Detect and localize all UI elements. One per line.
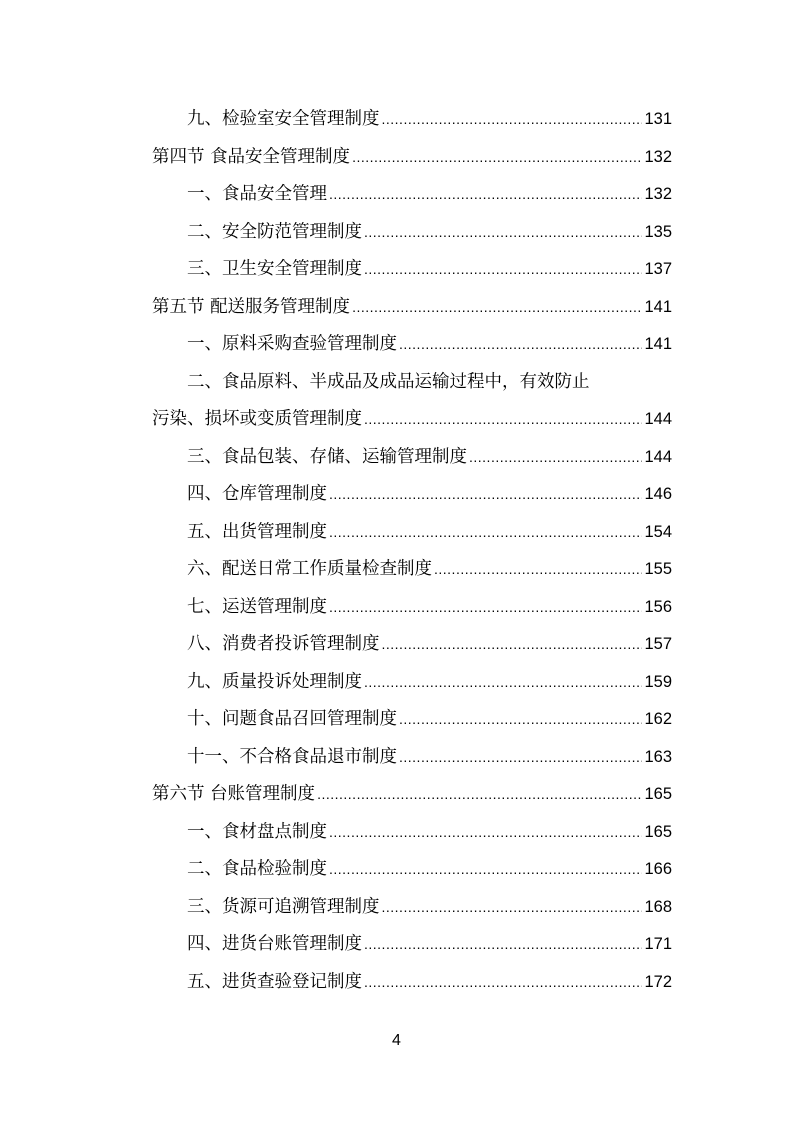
toc-entry-page: 168 <box>644 897 672 916</box>
toc-entry-page: 141 <box>644 335 672 353</box>
toc-entry-title: 七、运送管理制度 <box>187 596 327 617</box>
toc-leader-dots <box>382 101 643 139</box>
toc-leader-dots <box>329 476 642 514</box>
toc-entry-title: 十一、不合格食品退市制度 <box>187 746 397 767</box>
toc-leader-dots <box>399 739 642 777</box>
toc-entry[interactable] <box>152 851 672 889</box>
toc-entry-page: 155 <box>644 560 672 578</box>
toc-section-entry[interactable] <box>152 139 672 177</box>
toc-entry[interactable] <box>152 101 672 139</box>
toc-entry-page: 137 <box>644 260 672 278</box>
toc-entry-title: 四、进货台账管理制度 <box>187 934 362 954</box>
toc-leader-dots <box>364 401 642 439</box>
toc-entry-title: 一、食材盘点制度 <box>187 821 327 842</box>
toc-leader-dots <box>329 814 642 852</box>
toc-entry-title: 三、卫生安全管理制度 <box>187 259 362 279</box>
toc-leader-dots <box>329 514 642 552</box>
toc-entry-title: 第六节 台账管理制度 <box>152 784 316 804</box>
toc-entry-title: 三、货源可追溯管理制度 <box>187 896 380 917</box>
toc-leader-dots <box>434 551 642 589</box>
toc-leader-dots <box>352 139 642 177</box>
toc-entry-page: 135 <box>644 222 672 241</box>
toc-leader-dots <box>364 664 642 702</box>
toc-entry-page: 144 <box>644 447 672 466</box>
toc-entry-title: 六、配送日常工作质量检查制度 <box>187 559 432 579</box>
toc-entry-page: 154 <box>644 522 672 541</box>
toc-entry-page: 157 <box>644 635 672 653</box>
toc-entry-page: 162 <box>644 710 672 728</box>
toc-entry-page: 171 <box>644 935 672 953</box>
toc-entry-title: 二、安全防范管理制度 <box>187 221 362 242</box>
toc-entry[interactable] <box>152 251 672 289</box>
toc-entry[interactable] <box>152 926 672 964</box>
toc-entry-wrapped-first-line[interactable] <box>152 364 672 402</box>
toc-entry-title: 八、消费者投诉管理制度 <box>187 634 380 654</box>
toc-leader-dots <box>329 176 642 214</box>
toc-entry-title: 一、食品安全管理 <box>187 184 327 204</box>
toc-entry-page: 166 <box>644 860 672 878</box>
toc-leader-dots <box>399 701 642 739</box>
toc-entry-title: 第四节 食品安全管理制度 <box>152 146 351 167</box>
toc-entry-page: 165 <box>644 822 672 841</box>
toc-leader-dots <box>329 851 642 889</box>
toc-leader-dots <box>364 251 642 289</box>
toc-leader-dots <box>352 289 642 327</box>
toc-entry[interactable] <box>152 664 672 702</box>
toc-entry-wrapped-continuation[interactable] <box>152 401 672 439</box>
toc-entry[interactable] <box>152 214 672 252</box>
toc-leader-dots <box>364 214 642 252</box>
toc-entry[interactable] <box>152 551 672 589</box>
toc-entry[interactable] <box>152 176 672 214</box>
toc-entry[interactable] <box>152 514 672 552</box>
toc-entry[interactable] <box>152 626 672 664</box>
toc-entry-page: 172 <box>644 972 672 991</box>
toc-entry[interactable] <box>152 439 672 477</box>
toc-entry-title: 三、食品包装、存储、运输管理制度 <box>187 446 467 467</box>
toc-leader-dots <box>317 776 642 814</box>
toc-leader-dots <box>399 326 642 364</box>
toc-entry-page: 163 <box>644 747 672 766</box>
toc-entry-page: 132 <box>644 147 672 166</box>
toc-entry-page: 131 <box>644 110 672 128</box>
toc-entry-page: 144 <box>644 410 672 428</box>
table-of-contents <box>152 101 672 1001</box>
toc-leader-dots <box>382 626 643 664</box>
toc-entry[interactable] <box>152 739 672 777</box>
toc-leader-dots <box>364 926 642 964</box>
toc-entry[interactable] <box>152 701 672 739</box>
toc-entry-title: 五、出货管理制度 <box>187 521 327 542</box>
toc-entry-title: 二、食品检验制度 <box>187 859 327 879</box>
toc-entry[interactable] <box>152 476 672 514</box>
toc-entry-title: 九、质量投诉处理制度 <box>187 671 362 692</box>
page-number: 4 <box>392 1032 401 1049</box>
toc-entry[interactable] <box>152 814 672 852</box>
toc-entry-title: 十、问题食品召回管理制度 <box>187 709 397 729</box>
toc-leader-dots <box>382 889 643 927</box>
toc-entry[interactable] <box>152 889 672 927</box>
toc-entry-page: 159 <box>644 672 672 691</box>
toc-section-entry[interactable] <box>152 289 672 327</box>
toc-entry-title: 一、原料采购查验管理制度 <box>187 334 397 354</box>
toc-entry-title: 九、检验室安全管理制度 <box>187 109 380 129</box>
toc-entry-title: 四、仓库管理制度 <box>187 484 327 504</box>
toc-entry[interactable] <box>152 589 672 627</box>
toc-leader-dots <box>329 589 642 627</box>
toc-entry-page: 141 <box>644 297 672 316</box>
toc-entry-title: 第五节 配送服务管理制度 <box>152 296 351 317</box>
toc-section-entry[interactable] <box>152 776 672 814</box>
toc-entry-title: 污染、损坏或变质管理制度 <box>152 409 362 429</box>
toc-entry-title: 二、食品原料、半成品及成品运输过程中，有效防止 <box>187 371 590 392</box>
toc-entry-page: 146 <box>644 485 672 503</box>
toc-entry-page: 132 <box>644 185 672 203</box>
toc-entry-title: 五、进货查验登记制度 <box>187 971 362 992</box>
toc-entry-page: 156 <box>644 597 672 616</box>
toc-leader-dots <box>364 964 642 1002</box>
toc-entry[interactable] <box>152 964 672 1002</box>
toc-entry[interactable] <box>152 326 672 364</box>
toc-leader-dots <box>469 439 642 477</box>
toc-entry-page: 165 <box>644 785 672 803</box>
